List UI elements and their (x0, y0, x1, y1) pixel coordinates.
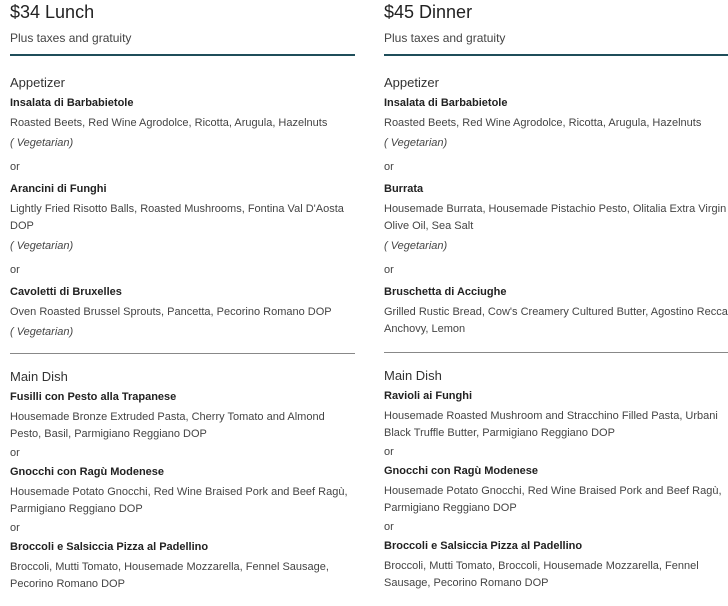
menu-item (384, 539, 728, 592)
dish-name: Fusilli con Pesto alla Trapanese (10, 391, 177, 403)
dinner-main-section (384, 368, 728, 592)
dish-description: Broccoli, Mutti Tomato, Housemade Mozzarella, Fennel Sausage, Pecorino Romano DOP (10, 561, 329, 590)
dinner-header (384, 0, 728, 56)
dish-dietary-note: ( Vegetarian) (10, 240, 74, 252)
menu-item (10, 390, 355, 443)
dish-name: Insalata di Barbabietole (10, 97, 134, 109)
dish-name: Broccoli e Salsiccia Pizza al Padellino (10, 541, 209, 553)
menu-item (384, 389, 728, 442)
lunch-header (10, 0, 355, 56)
dish-description: Roasted Beets, Red Wine Agrodolce, Ricotta, Arugula, Hazelnuts (384, 117, 702, 129)
menu-item (384, 182, 728, 253)
lunch-main-title: Main Dish (10, 369, 68, 384)
menu-item (384, 464, 728, 517)
dish-name: Arancini di Funghi (10, 183, 107, 195)
dish-name: Gnocchi con Ragù Modenese (10, 466, 165, 478)
dish-description: Grilled Rustic Bread, Cow's Creamery Cultured Butter, Agostino Recca Anchovy, Lemon (384, 306, 728, 335)
dish-description: Housemade Roasted Mushroom and Stracchino Filled Pasta, Urbani Black Truffle Butter, Parmigiano Reggiano DOP (384, 410, 718, 439)
dish-dietary-note: ( Vegetarian) (384, 137, 448, 149)
menu-item (10, 96, 355, 150)
dish-description: Housemade Potato Gnocchi, Red Wine Braised Pork and Beef Ragù, Parmigiano Reggiano DOP (384, 485, 722, 514)
dish-name: Broccoli e Salsiccia Pizza al Padellino (384, 540, 583, 552)
dish-description: Roasted Beets, Red Wine Agrodolce, Ricotta, Arugula, Hazelnuts (10, 117, 328, 129)
dish-name: Bruschetta di Acciughe (384, 286, 507, 298)
dish-description: Housemade Burrata, Housemade Pistachio Pesto, Olitalia Extra Virgin Olive Oil, Sea Salt (384, 203, 727, 232)
dinner-column (384, 0, 728, 592)
menu-item (384, 285, 728, 338)
dish-description: Housemade Bronze Extruded Pasta, Cherry Tomato and Almond Pesto, Basil, Parmigiano Reggiano DOP (10, 411, 325, 440)
dish-name: Cavoletti di Bruxelles (10, 286, 122, 298)
or-separator: or (384, 446, 394, 458)
lunch-main-section (10, 369, 355, 593)
menu-item (10, 182, 355, 253)
section-divider (384, 352, 728, 353)
dish-description: Oven Roasted Brussel Sprouts, Pancetta, Pecorino Romano DOP (10, 306, 332, 318)
lunch-title: $34 Lunch (10, 2, 95, 22)
dish-name: Insalata di Barbabietole (384, 97, 508, 109)
or-separator: or (10, 264, 20, 276)
dinner-subtitle: Plus taxes and gratuity (384, 31, 506, 45)
dinner-title: $45 Dinner (384, 2, 473, 22)
dinner-main-title: Main Dish (384, 368, 442, 383)
menu-item (384, 96, 728, 150)
dish-description: Broccoli, Mutti Tomato, Broccoli, Housemade Mozzarella, Fennel Sausage, Pecorino Romano DOP (384, 560, 699, 589)
dish-dietary-note: ( Vegetarian) (10, 326, 74, 338)
lunch-appetizer-section (10, 75, 355, 339)
or-separator: or (384, 264, 394, 276)
dish-dietary-note: ( Vegetarian) (10, 137, 74, 149)
lunch-appetizer-title: Appetizer (10, 75, 65, 90)
dish-name: Gnocchi con Ragù Modenese (384, 465, 539, 477)
or-separator: or (10, 522, 20, 534)
or-separator: or (10, 447, 20, 459)
lunch-subtitle: Plus taxes and gratuity (10, 31, 132, 45)
dinner-appetizer-title: Appetizer (384, 75, 439, 90)
dish-description: Lightly Fried Risotto Balls, Roasted Mushrooms, Fontina Val D'Aosta DOP (10, 203, 344, 232)
dish-description: Housemade Potato Gnocchi, Red Wine Braised Pork and Beef Ragù, Parmigiano Reggiano DOP (10, 486, 348, 515)
dinner-appetizer-section (384, 75, 728, 338)
menu-item (10, 465, 355, 518)
dish-name: Ravioli ai Funghi (384, 390, 473, 402)
section-divider (10, 353, 355, 354)
lunch-header-rule (10, 54, 355, 56)
or-separator: or (384, 161, 394, 173)
or-separator: or (10, 161, 20, 173)
dish-dietary-note: ( Vegetarian) (384, 240, 448, 252)
or-separator: or (384, 521, 394, 533)
lunch-column (10, 0, 355, 593)
menu-item (10, 540, 355, 593)
dish-name: Burrata (384, 183, 424, 195)
dinner-header-rule (384, 54, 728, 56)
menu-item (10, 285, 355, 339)
